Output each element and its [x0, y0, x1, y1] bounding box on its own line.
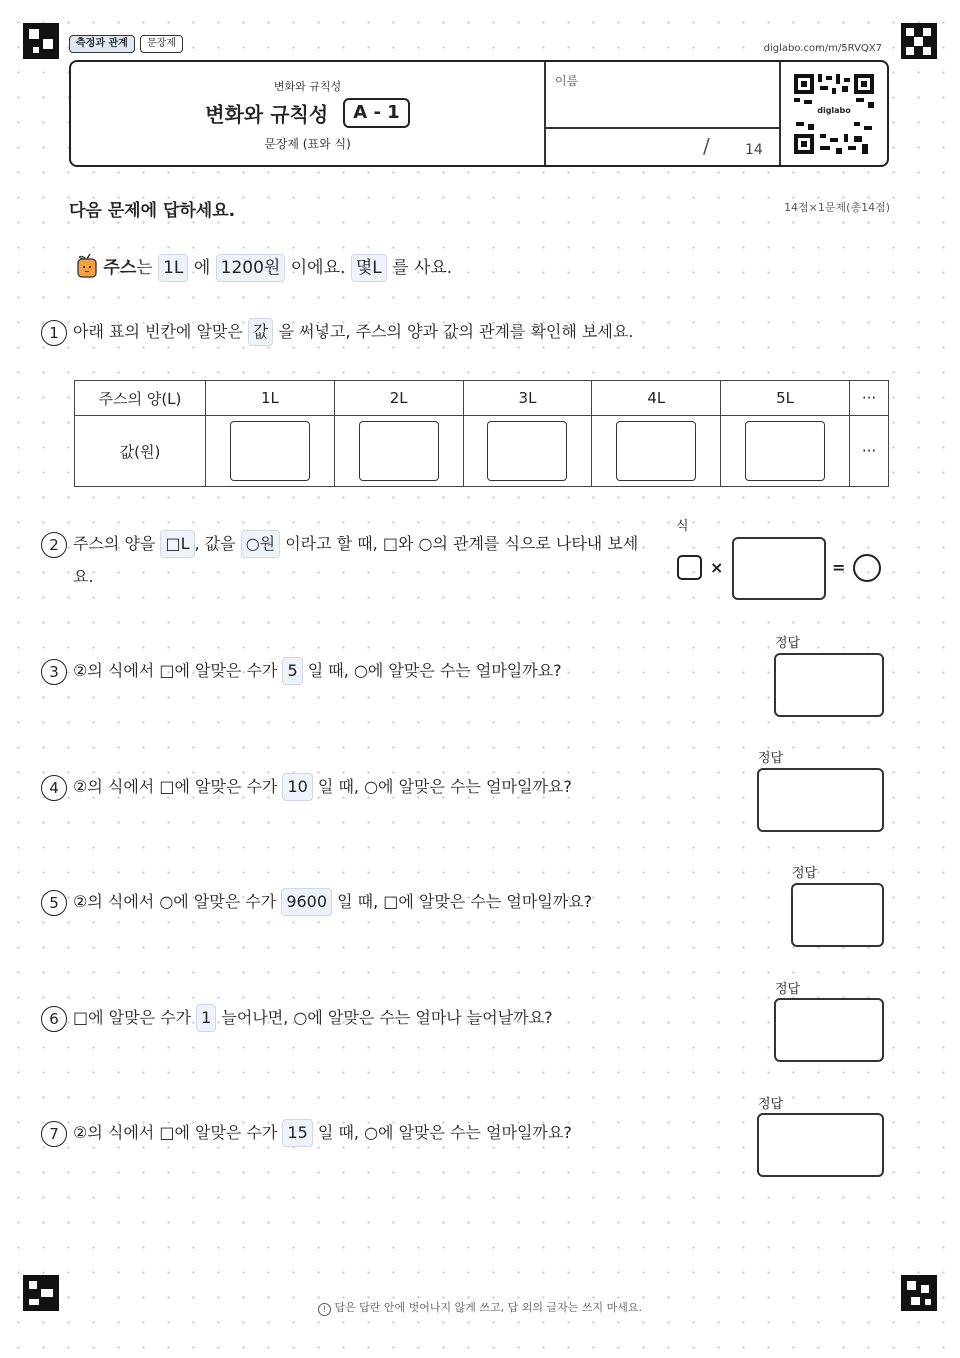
table-ellipsis-2: ··· — [850, 416, 889, 487]
question-4-pre: ②의 식에서 □에 알맞은 수가 — [73, 777, 278, 796]
answer-label-6: 정답 — [775, 982, 801, 997]
table-header-amount: 주스의 양(L) — [75, 381, 206, 416]
qr-label: diglabo — [817, 106, 851, 115]
table-col-1: 1L — [206, 381, 335, 416]
question-6-number: 6 — [41, 1006, 67, 1032]
table-row — [75, 416, 889, 487]
question-7-pre: ②의 식에서 □에 알맞은 수가 — [73, 1123, 278, 1142]
answer-label-5: 정답 — [792, 866, 818, 881]
formula-label: 식 — [676, 519, 689, 534]
answer-input-5[interactable] — [791, 883, 884, 947]
header-divider-horizontal — [544, 127, 780, 129]
header-divider-qr — [779, 62, 781, 165]
question-5-number: 5 — [41, 890, 67, 916]
table-header-price: 값(원) — [75, 416, 206, 487]
answer-label-4: 정답 — [758, 751, 784, 766]
question-2-post: 이라고 할 때, □와 ○의 관계를 식으로 나타내 보세 — [285, 534, 639, 553]
question-5-text — [73, 888, 592, 916]
question-7-post: 일 때, ○에 알맞은 수는 얼마일까요? — [317, 1123, 572, 1142]
question-2-box: □L — [160, 530, 194, 558]
question-3-text — [73, 657, 562, 685]
question-5-box: 9600 — [281, 888, 332, 916]
price-input-4[interactable] — [616, 421, 696, 481]
question-6-post: 늘어나면, ○에 알맞은 수는 얼마나 늘어날까요? — [221, 1008, 553, 1027]
page-title: 변화와 규칙성 — [205, 102, 329, 127]
question-7-box: 15 — [282, 1119, 312, 1147]
corner-marker-top-left — [23, 23, 59, 59]
question-2-number: 2 — [41, 532, 67, 558]
question-4-text — [73, 773, 572, 801]
question-2-box2: ○원 — [241, 530, 280, 558]
header-subtitle: 변화와 규칙성 — [273, 80, 342, 93]
table-row — [75, 381, 889, 416]
tag-category: 측정과 관계 — [69, 35, 135, 53]
question-7-text — [73, 1119, 572, 1147]
tag-type: 문장제 — [140, 35, 183, 53]
question-4-box: 10 — [282, 773, 312, 801]
formula-square — [677, 555, 702, 580]
question-4-post: 일 때, ○에 알맞은 수는 얼마일까요? — [317, 777, 572, 796]
question-2-text-line2: 요. — [73, 567, 94, 586]
intro-particle3: 이에요. — [290, 258, 346, 278]
question-6-box: 1 — [196, 1004, 216, 1032]
table-col-5: 5L — [721, 381, 850, 416]
name-field[interactable] — [546, 90, 778, 126]
question-3-box: 5 — [282, 657, 302, 685]
answer-label-3: 정답 — [775, 636, 801, 651]
question-4-number: 4 — [41, 775, 67, 801]
name-label: 이름 — [555, 74, 579, 88]
info-icon: ! — [318, 1303, 331, 1316]
formula-circle — [853, 554, 881, 582]
intro-how-many: 몇L — [351, 254, 387, 282]
intro-sentence — [76, 254, 452, 282]
answer-input-6[interactable] — [774, 998, 884, 1062]
intro-end: 를 사요. — [392, 258, 453, 278]
corner-marker-top-right — [901, 23, 937, 59]
points-info: 14점×1문제(총14점) — [784, 201, 890, 214]
question-1-text — [73, 318, 633, 346]
footer-text: 답은 답란 안에 벗어나지 않게 쓰고, 답 외의 글자는 쓰지 마세요. — [334, 1301, 643, 1314]
header-caption: 문장제 (표와 식) — [264, 137, 351, 151]
question-3-post: 일 때, ○에 알맞은 수는 얼마일까요? — [307, 661, 562, 680]
juice-icon — [76, 254, 98, 278]
question-1-post: 을 써넣고, 주스의 양과 값의 관계를 확인해 보세요. — [278, 322, 634, 341]
question-3-pre: ②의 식에서 □에 알맞은 수가 — [73, 661, 278, 680]
question-6-text — [73, 1004, 553, 1032]
answer-label-7: 정답 — [758, 1097, 784, 1112]
level-badge: A - 1 — [343, 98, 409, 128]
question-5-post: 일 때, □에 알맞은 수는 얼마일까요? — [337, 892, 593, 911]
formula-times: × — [710, 558, 724, 577]
instruction: 다음 문제에 답하세요. — [69, 201, 236, 221]
question-2-text — [73, 530, 638, 558]
question-1-pre: 아래 표의 빈칸에 알맞은 — [73, 322, 243, 341]
question-6-pre: □에 알맞은 수가 — [73, 1008, 192, 1027]
intro-price: 1200원 — [216, 254, 286, 282]
footer-note — [0, 1299, 960, 1316]
price-table — [74, 380, 889, 487]
price-input-3[interactable] — [487, 421, 567, 481]
question-2-pre: 주스의 양을 — [73, 534, 156, 553]
question-5-pre: ②의 식에서 ○에 알맞은 수가 — [73, 892, 277, 911]
intro-particle1: 는 — [136, 258, 153, 278]
score-total: 14 — [745, 142, 763, 158]
worksheet-url: diglabo.com/m/5RVQX7 — [763, 43, 882, 54]
price-input-2[interactable] — [359, 421, 439, 481]
table-ellipsis-1: ··· — [850, 381, 889, 416]
header-title-row — [71, 98, 544, 128]
question-1-box: 값 — [248, 318, 273, 346]
table-col-3: 3L — [463, 381, 592, 416]
formula-equals: = — [832, 558, 846, 577]
answer-input-3[interactable] — [774, 653, 884, 717]
intro-particle2: 에 — [193, 258, 211, 278]
question-2-mid: , 값을 — [194, 534, 236, 553]
question-3-number: 3 — [41, 659, 67, 685]
score-slash: / — [703, 134, 710, 158]
worksheet-header — [69, 60, 889, 167]
formula-input[interactable] — [732, 537, 826, 600]
intro-amount: 1L — [158, 254, 188, 282]
answer-input-7[interactable] — [757, 1113, 884, 1177]
question-1-number: 1 — [41, 320, 67, 346]
price-input-1[interactable] — [230, 421, 310, 481]
price-input-5[interactable] — [745, 421, 825, 481]
table-col-2: 2L — [334, 381, 463, 416]
answer-input-4[interactable] — [757, 768, 884, 832]
question-7-number: 7 — [41, 1121, 67, 1147]
table-col-4: 4L — [592, 381, 721, 416]
intro-subject: 주스 — [103, 258, 137, 278]
